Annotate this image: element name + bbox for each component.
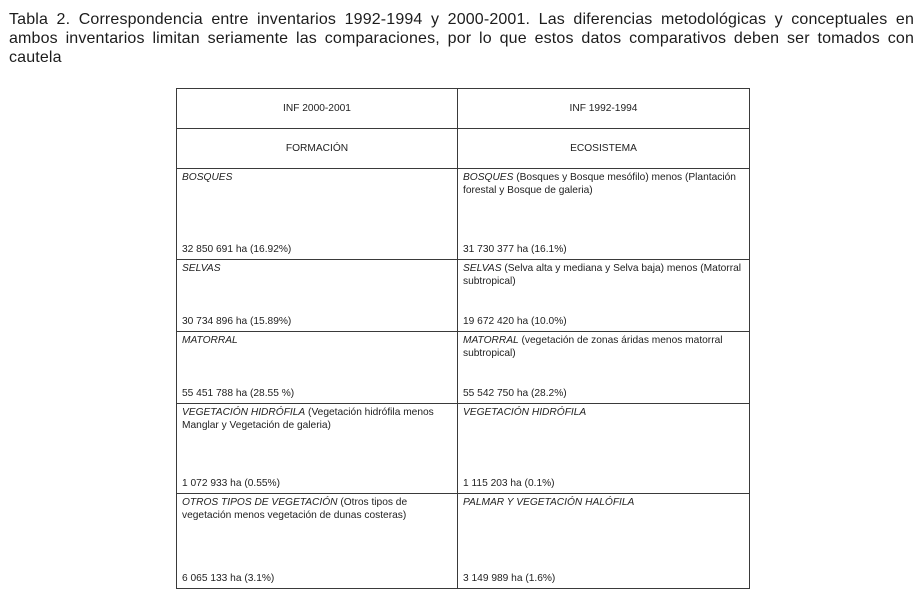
category-note: (Selva alta y mediana y Selva baja) menos (Matorral subtropical) <box>463 263 742 287</box>
correspondence-table <box>176 88 750 589</box>
cell-left <box>177 332 458 404</box>
cell-right <box>458 404 750 494</box>
category-name: BOSQUES <box>463 172 514 183</box>
category-note: (Otros tipos de vegetación menos vegetación de dunas costeras) <box>182 497 408 521</box>
category-note: (Vegetación hidrófila menos Manglar y Vegetación de galeria) <box>182 407 434 431</box>
area-value: 55 451 788 ha (28.55 %) <box>182 388 295 399</box>
cell-right <box>458 494 750 589</box>
area-value: 32 850 691 ha (16.92%) <box>182 244 292 255</box>
cell-left <box>177 494 458 589</box>
area-value: 1 115 203 ha (0.1%) <box>463 478 555 489</box>
category-note: (vegetación de zonas áridas menos matorral subtropical) <box>463 335 723 359</box>
category-name: MATORRAL <box>182 335 238 346</box>
cell-right <box>458 332 750 404</box>
header-inf-2000: INF 2000-2001 <box>177 89 458 129</box>
cell-right <box>458 260 750 332</box>
area-value: 30 734 896 ha (15.89%) <box>182 316 292 327</box>
table-row <box>177 260 750 332</box>
category-name: BOSQUES <box>182 172 233 183</box>
area-value: 3 149 989 ha (1.6%) <box>463 573 556 584</box>
table-row <box>177 404 750 494</box>
header-row <box>177 89 750 129</box>
area-value: 31 730 377 ha (16.1%) <box>463 244 567 255</box>
cell-left <box>177 260 458 332</box>
header-inf-1992: INF 1992-1994 <box>458 89 750 129</box>
subheader-ecosistema: ECOSISTEMA <box>458 129 750 169</box>
category-name: SELVAS <box>182 263 221 274</box>
cell-right <box>458 169 750 260</box>
cell-left <box>177 404 458 494</box>
area-value: 55 542 750 ha (28.2%) <box>463 388 567 399</box>
table-caption: Tabla 2. Correspondencia entre inventarios 1992-1994 y 2000-2001. Las diferencias metodológicas y conceptuales en ambos inventarios limitan seriamente las comparaciones, por lo que estos datos comparativos deben ser tomados con cautela <box>9 11 914 66</box>
category-name: VEGETACIÓN HIDRÓFILA <box>463 407 587 418</box>
category-name: VEGETACIÓN HIDRÓFILA <box>182 407 306 418</box>
category-name: OTROS TIPOS DE VEGETACIÓN <box>182 497 338 508</box>
subheader-formacion: FORMACIÓN <box>177 129 458 169</box>
category-name: MATORRAL <box>463 335 519 346</box>
area-value: 6 065 133 ha (3.1%) <box>182 573 275 584</box>
category-name: PALMAR Y VEGETACIÓN HALÓFILA <box>463 497 635 508</box>
table-row <box>177 494 750 589</box>
table-row <box>177 332 750 404</box>
category-note: (Bosques y Bosque mesófilo) menos (Plantación forestal y Bosque de galeria) <box>463 172 736 196</box>
table-row <box>177 169 750 260</box>
area-value: 1 072 933 ha (0.55%) <box>182 478 280 489</box>
category-name: SELVAS <box>463 263 502 274</box>
cell-left <box>177 169 458 260</box>
area-value: 19 672 420 ha (10.0%) <box>463 316 567 327</box>
subheader-row <box>177 129 750 169</box>
